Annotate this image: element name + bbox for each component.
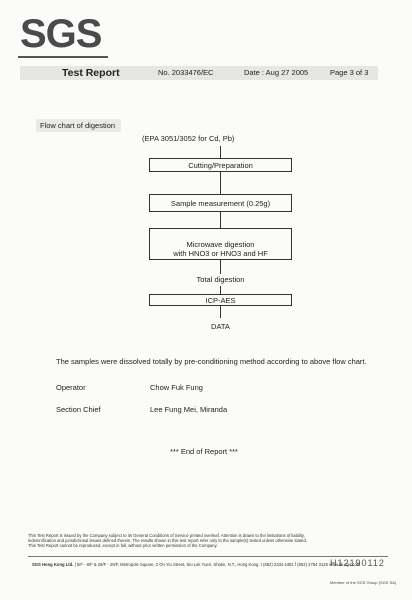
- step-microwave-digestion: [149, 228, 292, 260]
- report-number: No. 2033476/EC: [158, 68, 214, 77]
- logo-underline: [18, 56, 108, 58]
- legal-notice: [28, 533, 388, 548]
- operator-name: Chow Fuk Fung: [150, 383, 203, 392]
- end-of-report: *** End of Report ***: [170, 447, 238, 456]
- group-membership: Member of the SGS Group (SGS SA): [330, 580, 397, 585]
- microwave-line-2: with HNO3 or HNO3 and HF: [173, 249, 268, 258]
- connector-line: [220, 172, 221, 194]
- document-code: H12190112: [330, 558, 385, 568]
- flowchart-heading: Flow chart of digestion: [36, 119, 121, 132]
- footer-rule: [28, 556, 388, 557]
- operator-label: Operator: [56, 383, 86, 392]
- connector-line: [220, 260, 221, 274]
- connector-line: [220, 212, 221, 228]
- digestion-statement: The samples were dissolved totally by pre-conditioning method according to above flow chart.: [56, 357, 367, 366]
- connector-line: [220, 146, 221, 158]
- company-address: SGS Hong Kong Ltd. | 5/F - 8/F & 28/F - 29/F, Metropole Square, 2 On Yiu Street, Siu Lek Yuen, Shatin, N.T., Hong Kong. t (852) 2334 4481 f (852) 2764 3126 www.hk.sgs.com: [32, 562, 361, 567]
- legal-notice-line-2: indemnification and jurisdictional issues defined therein. The results shown in this test report refer only to the sample(s) tested unless otherwise stated.: [28, 538, 308, 543]
- report-date: Date : Aug 27 2005: [244, 68, 309, 77]
- company-name: SGS Hong Kong Ltd.: [32, 562, 74, 567]
- report-title: Test Report: [62, 67, 120, 79]
- page-number: Page 3 of 3: [330, 68, 369, 77]
- legal-notice-line-1: This Test Report is issued by the Company subject to its General Conditions of Service printed overleaf. Attention is drawn to the limitations of liability,: [28, 533, 305, 538]
- method-reference: (EPA 3051/3052 for Cd, Pb): [142, 134, 235, 143]
- step-sample-measurement: Sample measurement (0.25g): [149, 194, 292, 212]
- legal-notice-line-3: This Test Report cannot be reproduced, except in full, without prior written permission of the Company.: [28, 543, 218, 548]
- microwave-line-1: Microwave digestion: [186, 240, 255, 249]
- connector-line: [220, 286, 221, 294]
- section-chief-name: Lee Fung Mei, Miranda: [150, 405, 228, 414]
- step-data: DATA: [211, 322, 230, 331]
- step-icp-aes: ICP-AES: [149, 294, 292, 306]
- connector-line: [220, 306, 221, 318]
- section-chief-label: Section Chief: [56, 405, 101, 414]
- step-total-digestion: Total digestion: [196, 275, 245, 284]
- step-cutting-preparation: Cutting/Preparation: [149, 158, 292, 172]
- address-text: 5/F - 8/F & 28/F - 29/F, Metropole Square, 2 On Yiu Street, Siu Lek Yuen, Shatin, N.T., Hong Kong. t (852) 2334 4481 f (852) 2764 3126 www.hk.sgs.com: [76, 562, 361, 567]
- sgs-logo: SGS: [20, 12, 102, 56]
